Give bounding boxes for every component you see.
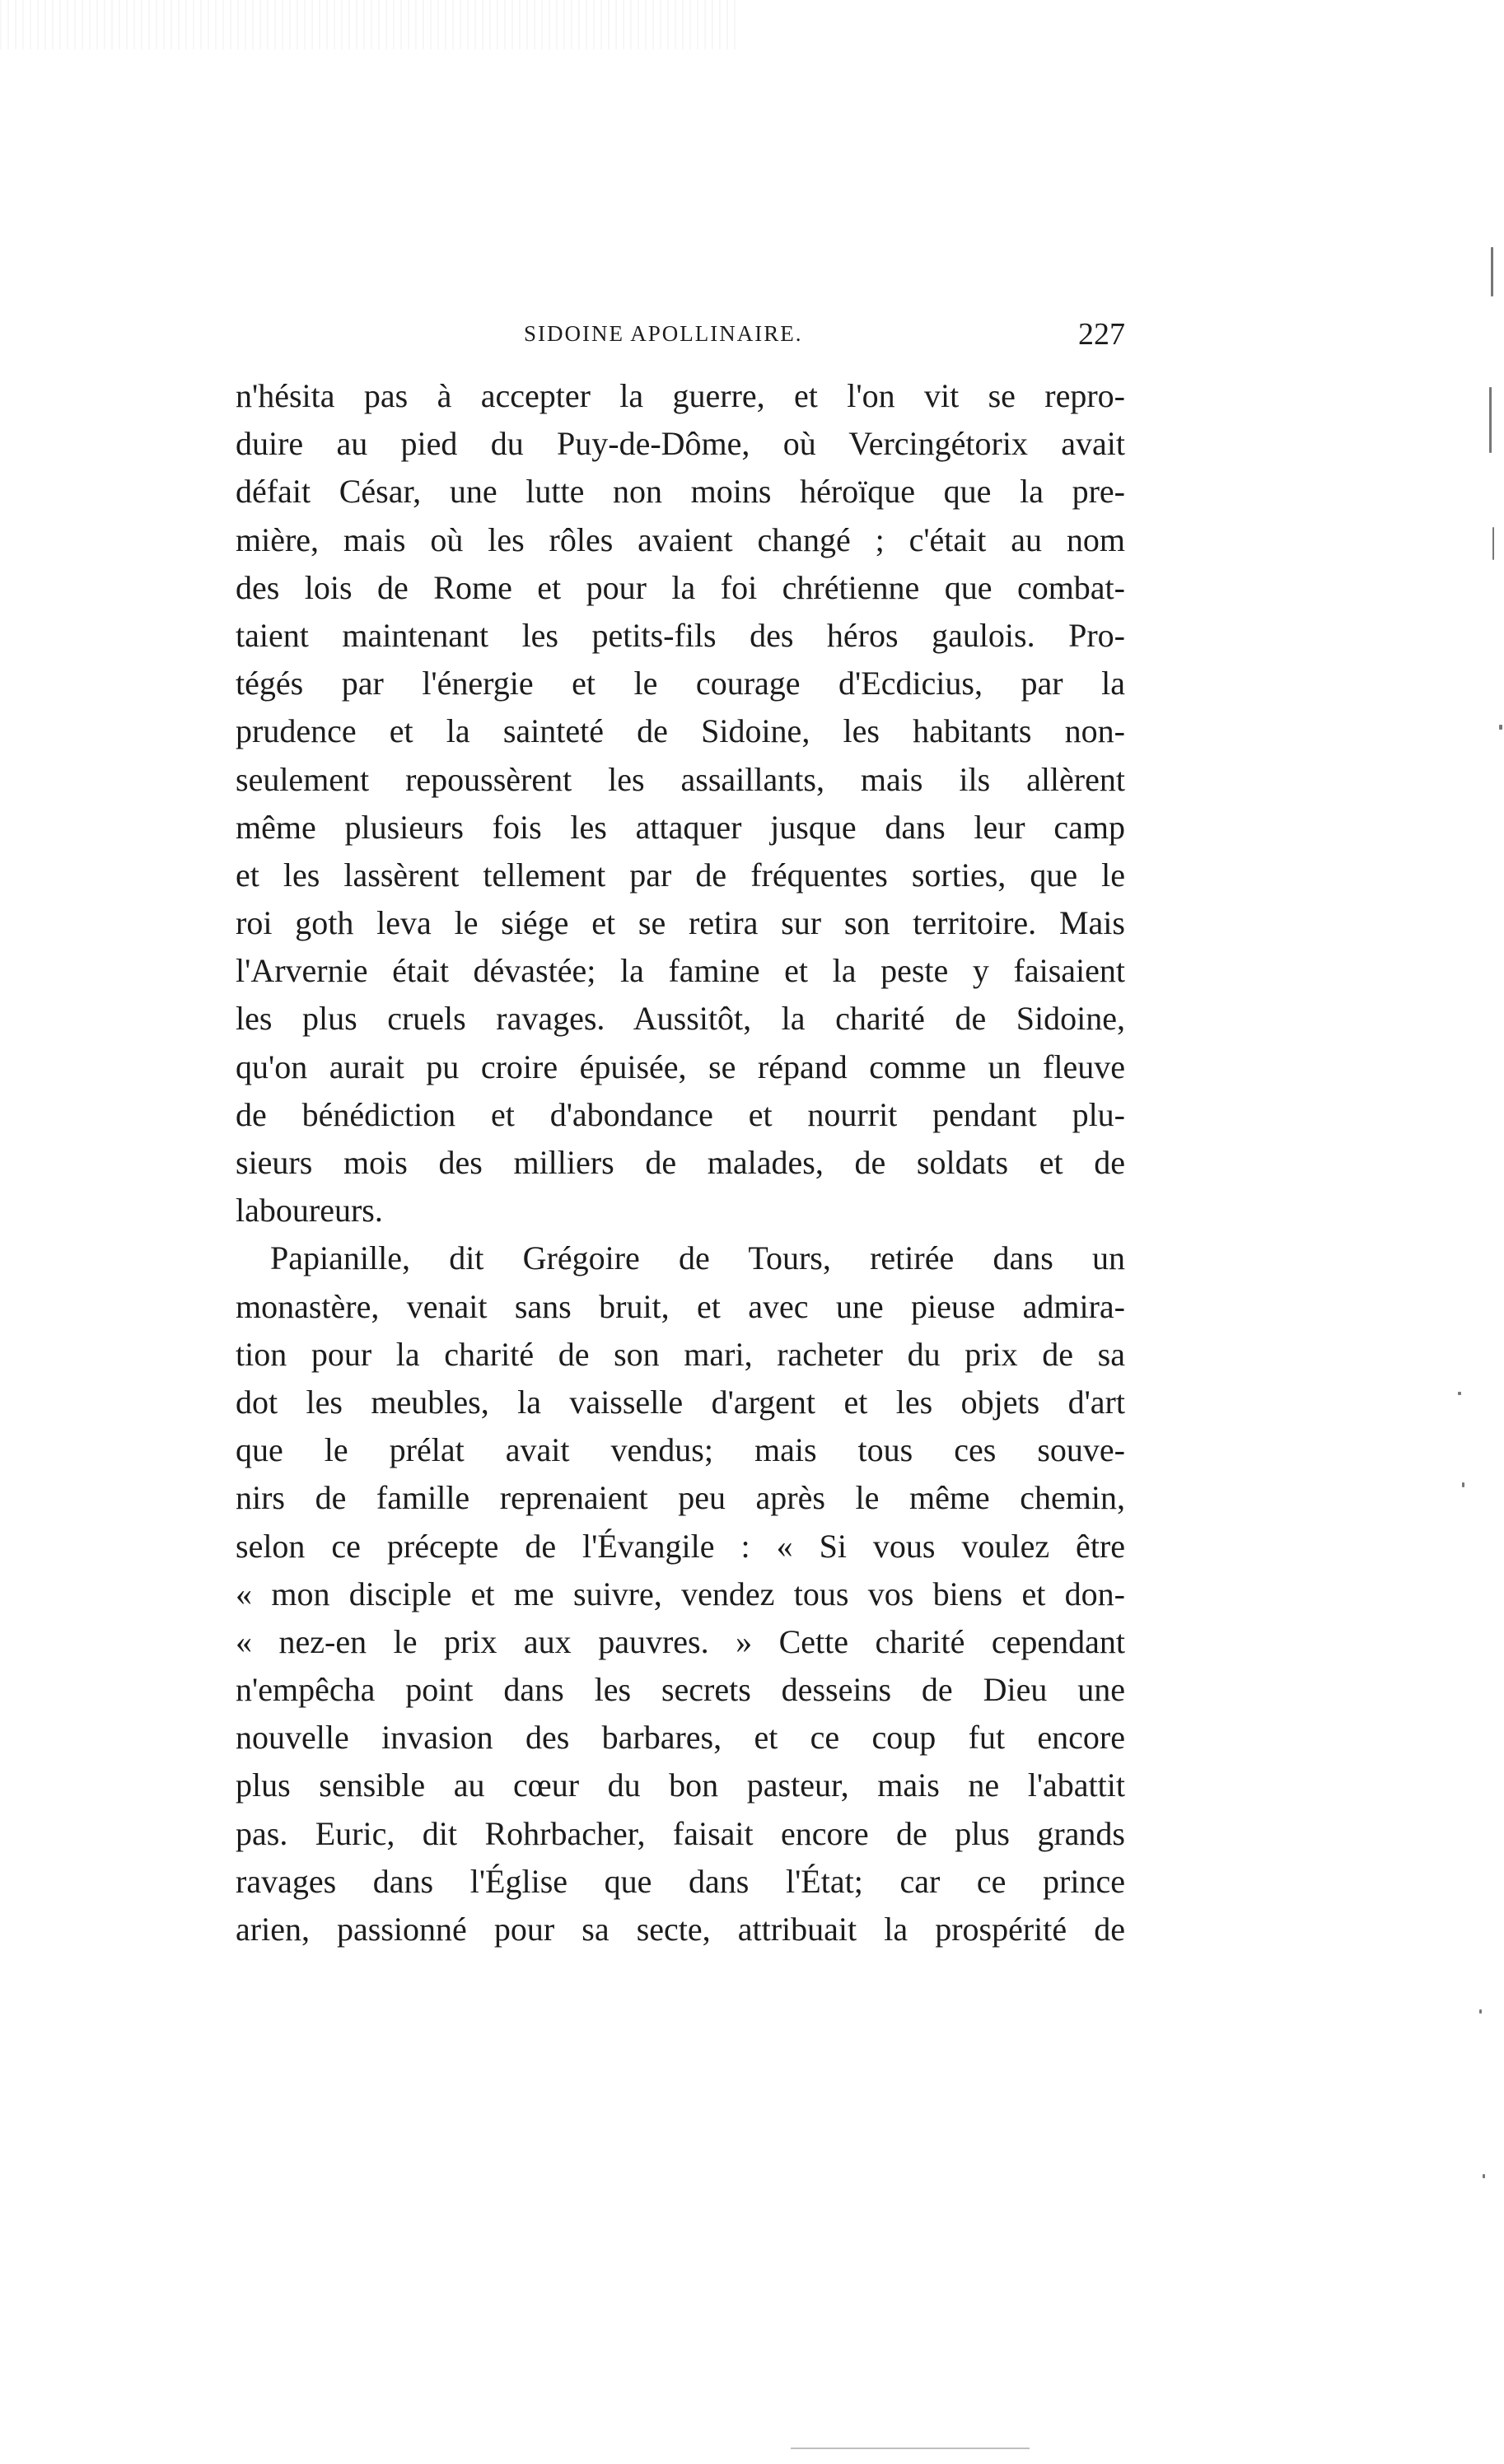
text-line: pas. Euric, dit Rohrbacher, faisait encore de plus grands [236,1814,1125,1852]
text-line: selon ce précepte de l'Évangile : « Si vous voulez être [236,1527,1125,1565]
running-head [236,316,1125,362]
text-line: que le prélat avait vendus; mais tous ces souve- [236,1431,1125,1469]
body-text [236,372,1125,1953]
text-line: « nez-en le prix aux pauvres. » Cette charité cependant [236,1622,1125,1660]
text-line: des lois de Rome et pour la foi chrétienne que combat- [236,568,1125,606]
scan-speck [1491,247,1493,296]
scan-noise [0,0,741,49]
text-line: les plus cruels ravages. Aussitôt, la charité de Sidoine, [236,1000,1125,1038]
text-line: tion pour la charité de son mari, racheter du prix de sa [236,1335,1125,1373]
text-line: roi goth leva le siége et se retira sur son territoire. Mais [236,904,1125,942]
text-line: nirs de famille reprenaient peu après le même chemin, [236,1479,1125,1517]
text-line: défait César, une lutte non moins héroïque que la pre- [236,473,1125,511]
text-line: ravages dans l'Église que dans l'État; car ce prince [236,1862,1125,1900]
text-line: qu'on aurait pu croire épuisée, se répand comme un fleuve [236,1048,1125,1085]
text-line: duire au pied du Puy-de-Dôme, où Vercingétorix avait [236,425,1125,463]
scan-speck [1492,527,1494,560]
paragraph-start-line: Papianille, dit Grégoire de Tours, retirée dans un [270,1239,1125,1277]
text-line: et les lassèrent tellement par de fréquentes sorties, que le [236,856,1125,894]
scan-edge-mark [791,2448,1030,2449]
text-line: mière, mais où les rôles avaient changé ; c'était au nom [236,520,1125,558]
text-line: seulement repoussèrent les assaillants, mais ils allèrent [236,760,1125,798]
scan-speck [1499,725,1502,730]
text-line: arien, passionné pour sa secte, attribuait la prospérité de [236,1911,1125,1948]
text-line: dot les meubles, la vaisselle d'argent et les objets d'art [236,1383,1125,1421]
paragraph-end-line: laboureurs. [236,1192,383,1230]
scan-speck [1479,2009,1482,2014]
text-line: monastère, venait sans bruit, et avec une pieuse admira- [236,1287,1125,1325]
text-line: n'hésita pas à accepter la guerre, et l'on vit se repro- [236,377,1125,414]
scan-speck [1458,1392,1461,1395]
page-number: 227 [1078,317,1125,352]
running-title: SIDOINE APOLLINAIRE. [524,321,803,346]
scan-speck [1489,387,1492,453]
text-line: n'empêcha point dans les secrets desseins de Dieu une [236,1671,1125,1709]
text-line: « mon disciple et me suivre, vendez tous vos biens et don- [236,1575,1125,1612]
text-line: prudence et la sainteté de Sidoine, les habitants non- [236,712,1125,750]
text-line: tégés par l'énergie et le courage d'Ecdicius, par la [236,665,1125,702]
scan-speck [1483,2174,1485,2178]
scan-speck [1462,1482,1464,1487]
text-line: plus sensible au cœur du bon pasteur, mais ne l'abattit [236,1766,1125,1804]
text-line: l'Arvernie était dévastée; la famine et la peste y faisaient [236,952,1125,990]
text-line: taient maintenant les petits-fils des héros gaulois. Pro- [236,616,1125,654]
text-line: nouvelle invasion des barbares, et ce coup fut encore [236,1719,1125,1757]
text-line: même plusieurs fois les attaquer jusque dans leur camp [236,808,1125,846]
text-line: de bénédiction et d'abondance et nourrit pendant plu- [236,1095,1125,1133]
text-line: sieurs mois des milliers de malades, de soldats et de [236,1144,1125,1181]
